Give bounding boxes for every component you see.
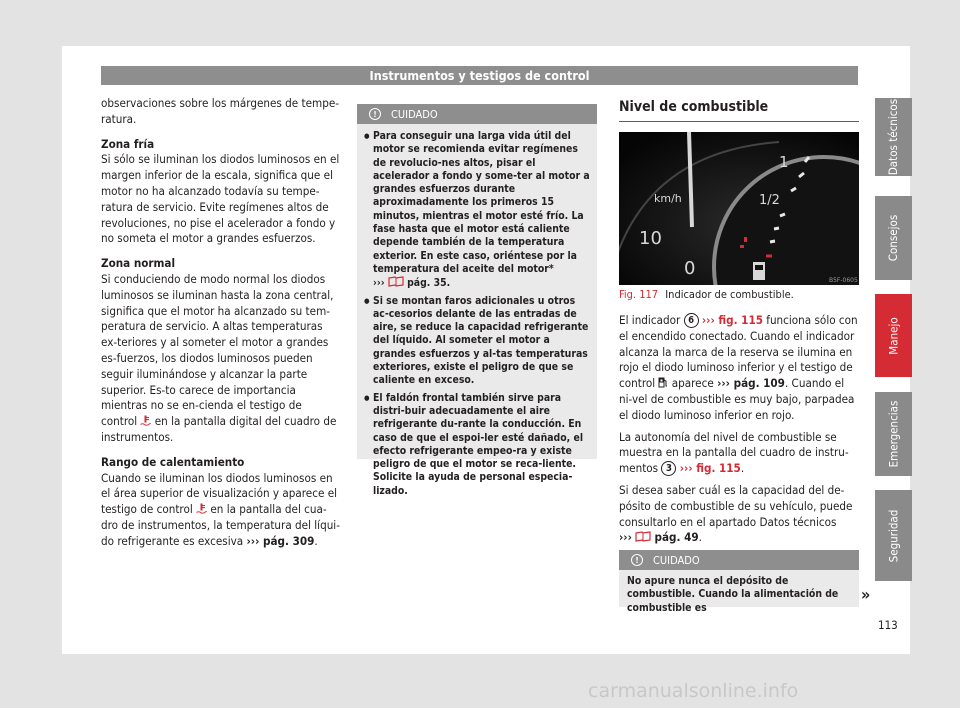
fuel-paragraph-3: Si desea saber cuál es la capacidad del de-pósito de combustible de su vehículo, puede consultarlo en el apartado Datos técnicos ››› pág. 49. (619, 482, 853, 545)
caution-box-2 (619, 550, 859, 614)
zona-fria-text: Si sólo se iluminan los diodos luminosos en el margen inferior de la escala, significa que el motor no ha alcanzado todavía su tempe-ratura de servicio. Evite regímenes altos de revoluciones, no pise el acelerador a fondo y no someta el motor a grandes esfuerzos. (101, 152, 340, 246)
figure-caption (619, 288, 794, 301)
gauge-full-label: 1 (779, 153, 789, 171)
watermark: carmanualsonline.info (588, 680, 799, 702)
rango-text-a: Cuando se iluminan los diodos luminosos en el área superior de visualización y aparece el testigo de control (101, 470, 338, 517)
tab-emergencias[interactable]: Emergencias (875, 392, 912, 476)
caution-item: ● El faldón frontal también sirve para distri-buir adecuadamente el aire refrigerante du-rante la conducción. En caso de que el espoi-ler esté dañado, el efecto refrigerante empeo-ra y existe peligro de que el motor se reca-liente. Solicite la ayuda de personal especia-lizado. (365, 392, 591, 498)
book-reference-icon (635, 531, 651, 542)
continued-indicator: » (861, 585, 871, 604)
fuel-pump-icon (658, 377, 668, 388)
zona-normal-heading: Zona normal (101, 256, 176, 271)
gauge-kmh-label: km/h (654, 192, 682, 205)
zona-fria-heading: Zona fría (101, 136, 155, 151)
tab-seguridad[interactable]: Seguridad (875, 490, 912, 581)
figure-label: Fig. 117 (619, 288, 659, 301)
gauge-half-label: 1/2 (759, 193, 780, 208)
coolant-warning-icon (140, 415, 151, 426)
page-ref-arrow[interactable]: ››› (619, 530, 632, 545)
coolant-warning-icon (196, 503, 207, 514)
gauge-speed-0-label: 0 (684, 258, 696, 279)
fuel-gauge-figure (619, 132, 859, 285)
caution-header (619, 550, 859, 570)
fuel-paragraph-2: La autonomía del nivel de combustible se muestra en la pantalla del cuadro de instru-mentos 3 ››› fig. 115. (619, 429, 849, 476)
intro-text: observaciones sobre los márgenes de tempe-ratura. (101, 96, 340, 126)
rango-paragraph (101, 471, 341, 550)
caution-box (357, 104, 597, 497)
gauge-speed-10-label: 10 (639, 228, 662, 249)
caution-title: CUIDADO (653, 553, 700, 567)
section-title: Nivel de combustible (619, 99, 769, 115)
rango-heading: Rango de calentamiento (101, 454, 245, 469)
caution-item-page[interactable]: pág. 35. (407, 277, 451, 290)
zona-normal-text-a: Si conduciendo de modo normal los diodos luminosos se iluminan hasta la zona central, significa que el motor ha alcanzado su tem-peratura de servicio. A altas temperaturas ex-teriores y al someter el motor a grandes es-fuerzos, los diodos luminosos pueden seguir iluminándose y alcanzar la parte superior. Es-to carece de importancia mientras no se en-cienda el testigo de control (101, 271, 334, 429)
caution-item: ● Si se montan faros adicionales u otros ac-cesorios delante de las entradas de aire, se reduce la capacidad refrigerante del líquido. Al someter el motor a grandes esfuerzos y al-tas temperaturas exteriores, existe el peligro de que se caliente en exceso. (365, 295, 591, 388)
callout-number: 3 (661, 461, 676, 476)
section-divider (619, 121, 859, 122)
figure-ref-link[interactable]: ››› fig. 115 (679, 461, 741, 476)
fuel-paragraph-1: El indicador 6 ››› fig. 115 funciona sólo con el encendido conectado. Cuando el indicador alcanza la marca de la reserva se ilumina en rojo el diodo luminoso inferior y el testigo de control aparece ››› pág. 109. Cuando el ni-vel de combustible es muy bajo, parpadea el diodo luminoso inferior en rojo. (619, 313, 858, 422)
info-icon: ! (369, 108, 381, 120)
book-reference-icon (388, 276, 404, 287)
tab-manejo[interactable]: Manejo (875, 294, 912, 377)
caution-title: CUIDADO (391, 107, 438, 121)
info-icon: ! (631, 554, 643, 566)
tab-consejos[interactable]: Consejos (875, 196, 912, 280)
rango-text-b: en la pantalla del cua-dro de instrumentos, la temperatura del líqui-do refrigerante es excesiva (101, 502, 340, 548)
caution-item: ● Para conseguir una larga vida útil del motor se recomienda evitar regímenes de revolucio-nes altos, pisar el acelerador a fondo y some-ter al motor a grandes esfuerzos durante aproximadamente los primeros 15 minutos, mientras el motor esté frío. La fase hasta que el motor está caliente depende también de la temperatura exterior. En este caso, oriéntese por la temperatura del aceite del motor* ››› pág. 35. (365, 130, 591, 291)
tab-datos-tecnicos[interactable]: Datos técnicos (875, 98, 912, 176)
figure-code: B5F-0605 (829, 277, 858, 284)
callout-number: 6 (684, 313, 699, 328)
figure-ref-link[interactable]: ››› fig. 115 (701, 313, 763, 327)
caution-header (357, 104, 597, 124)
caution-list (357, 124, 597, 498)
page-ref-link[interactable]: ››› pág. 109 (717, 376, 785, 391)
figure-caption-text: Indicador de combustible. (665, 288, 794, 301)
caution-item-ref[interactable]: ››› (373, 277, 385, 290)
zona-normal-text-b: en la pantalla digital del cuadro de instrumentos. (101, 414, 337, 444)
left-column (101, 96, 341, 559)
rango-end: . (314, 533, 318, 548)
caution-text: No apure nunca el depósito de combustible. Cuando la alimentación de combustible es (627, 575, 839, 614)
zona-normal-paragraph (101, 272, 341, 446)
page-header: Instrumentos y testigos de control (101, 66, 858, 85)
fuel-gauge-illustration (619, 132, 859, 285)
page-number: 113 (878, 618, 898, 632)
right-column-text (619, 313, 859, 552)
page-ref-link[interactable]: pág. 49 (654, 530, 699, 545)
rango-page-ref[interactable]: ››› pág. 309 (246, 533, 315, 548)
